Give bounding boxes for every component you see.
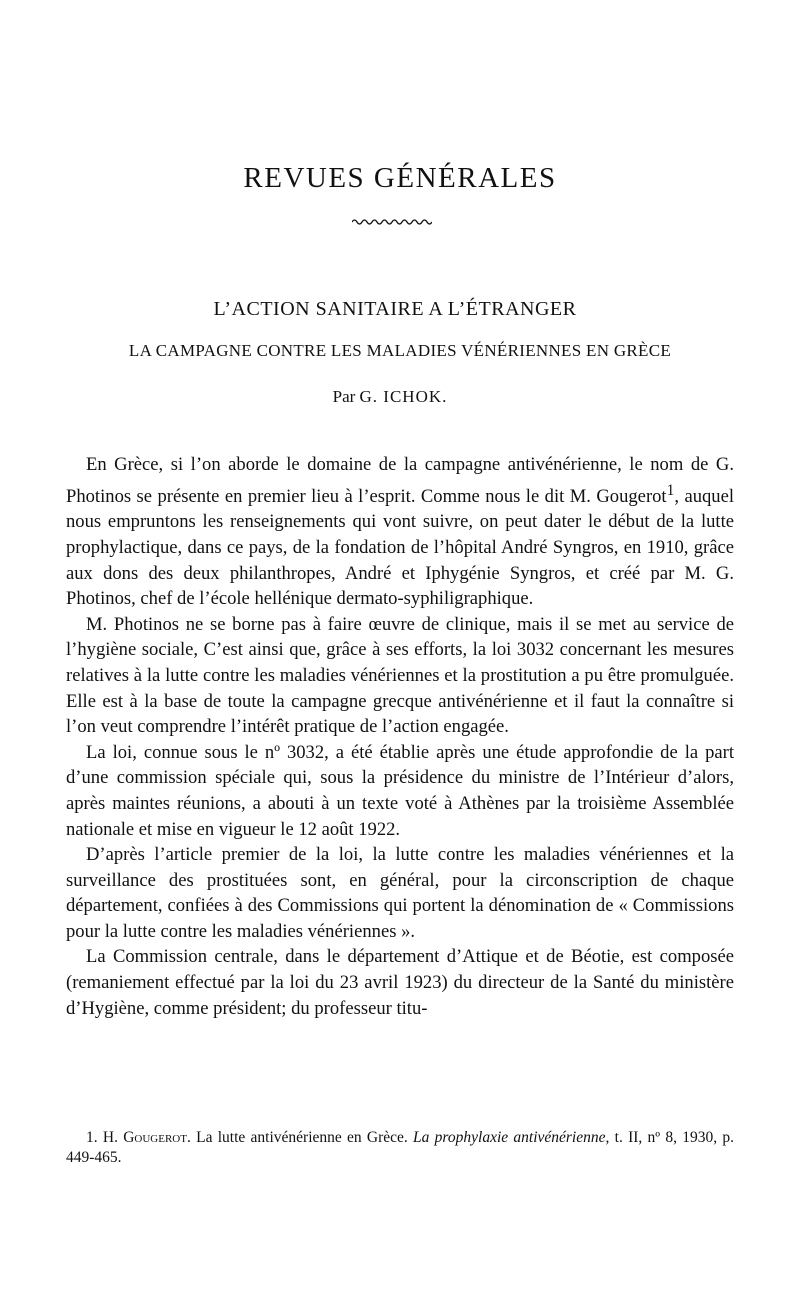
wavy-ornament-divider <box>352 216 432 228</box>
footnote-author: H. Gougerot. <box>102 1129 191 1146</box>
footnote-details: , t. II, nº 8, 1930, p. 449-465. <box>66 1129 734 1166</box>
byline-author: G. ICHOK. <box>359 387 448 406</box>
section-title: REVUES GÉNÉRALES <box>243 162 557 194</box>
footnote-number: 1. <box>86 1129 98 1146</box>
footnote-title: La lutte antivénérienne en Grèce. <box>196 1129 408 1146</box>
paragraph: M. Photinos ne se borne pas à faire œuvre de clinique, mais il se met au service de l’hygiène sociale, C’est ainsi que, grâce à ses efforts, la loi 3032 concernant les mesures relatives à la lutte contre les maladies vénériennes et la prostitution a pu être promulguée. Elle est à la base de toute la campagne grecque antivénérienne et il faut la connaître si l’on veut comprendre l’intérêt pratique de l’action engagée. <box>66 613 734 738</box>
footnote-journal: La prophylaxie antivénérienne <box>413 1129 606 1146</box>
paragraph: D’après l’article premier de la loi, la lutte contre les maladies vénériennes et la surveillance des prostituées sont, en général, pour la circonscription de chaque département, confiées à des Commissions qui portent la dénomination de « Commissions pour la lutte contre les maladies vénériennes ». <box>66 844 734 942</box>
paragraph-text: En Grèce, si l’on aborde le domaine de la campagne antivénérienne, le nom de G. Photinos se présente en premier lieu à l’esprit. Comme nous le dit M. Gougerot <box>66 454 734 507</box>
paragraph: La loi, connue sous le nº 3032, a été établie après une étude approfondie de la part d’une commission spéciale qui, sous la présidence du ministre de l’Intérieur d’alors, après maintes réunions, a abouti à un texte voté à Athènes par la troisième Assemblée nationale et mise en vigueur le 12 août 1922. <box>66 741 734 840</box>
byline-prefix: Par <box>332 387 356 406</box>
footnote <box>66 1128 734 1168</box>
article-subtitle: LA CAMPAGNE CONTRE LES MALADIES VÉNÉRIENNES EN GRÈCE <box>128 341 672 360</box>
footnote-reference: 1 <box>666 481 675 499</box>
article-title: L’ACTION SANITAIRE A L’ÉTRANGER <box>213 298 577 320</box>
paragraph: La Commission centrale, dans le département d’Attique et de Béotie, est composée (remaniement effectué par la loi du 23 avril 1923) du directeur de la Santé du ministère d’Hygiène, comme président; du professeur titu- <box>66 946 734 1019</box>
byline <box>0 387 780 407</box>
article-body <box>66 452 734 1021</box>
paragraph <box>66 452 734 612</box>
paragraph-text: , auquel nous empruntons les renseignements qui vont suivre, on peut dater le début de la lutte prophylactique, dans ce pays, de la fondation de l’hôpital André Syngros, en 1910, grâce aux dons des deux philanthropes, André et Iphygénie Syngros, et créé par M. G. Photinos, chef de l’école hellénique dermato-syphiligraphique. <box>66 485 734 610</box>
